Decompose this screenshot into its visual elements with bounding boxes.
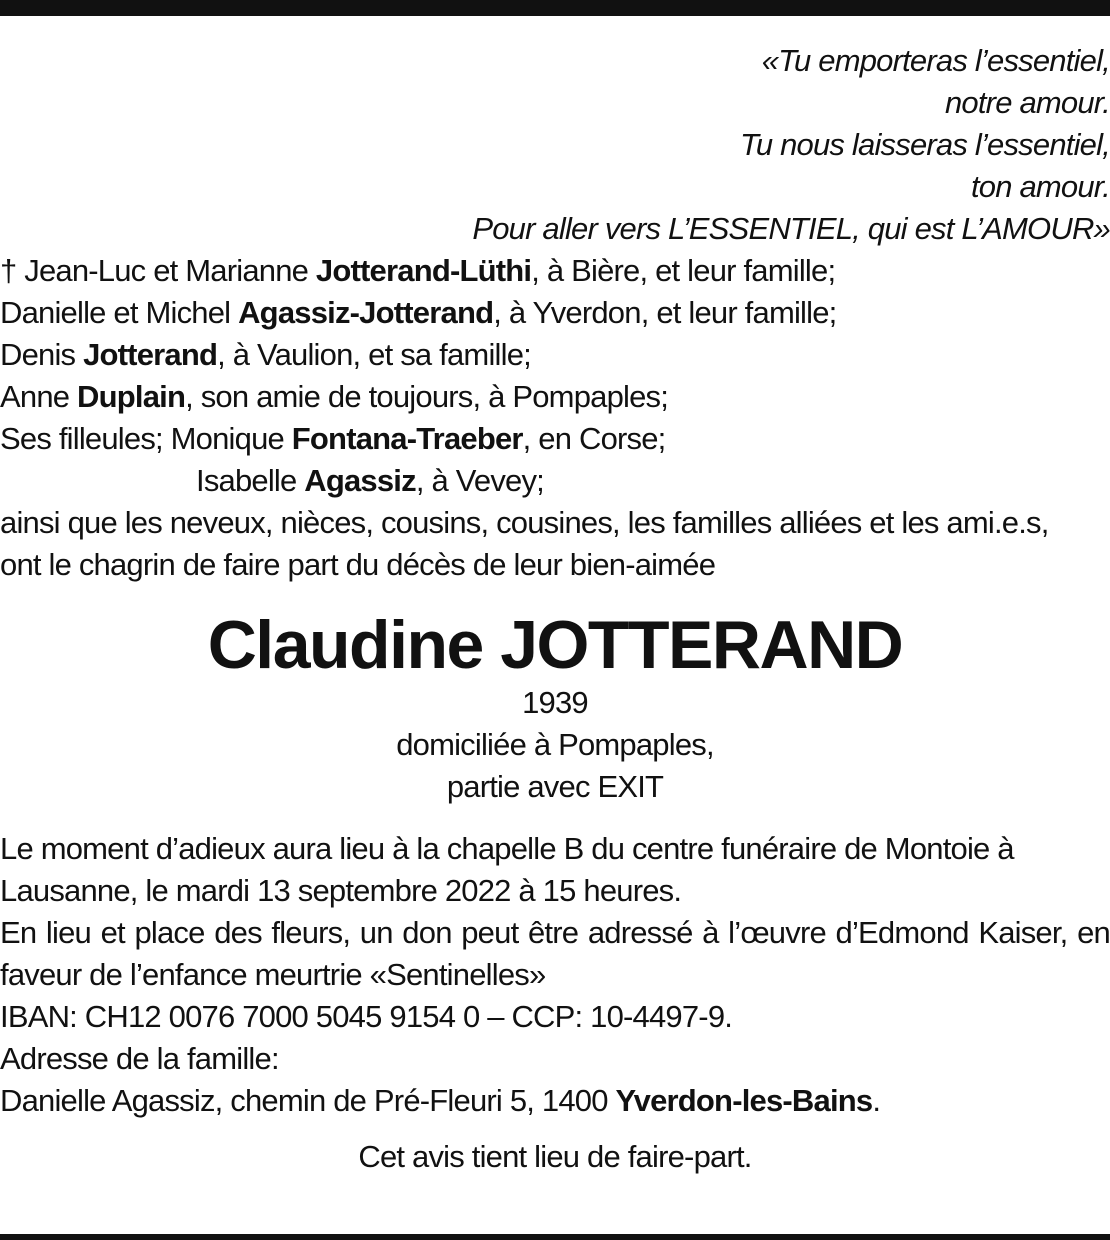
relatives-line: ainsi que les neveux, nièces, cousins, cousines, les familles alliées et les ami.e.s,	[0, 505, 1049, 540]
family-surname: Jotterand-Lüthi	[315, 253, 532, 288]
ceremony-text: Le moment d’adieux aura lieu à la chapelle B du centre funéraire de Montoie à Lausanne, le mardi 13 septembre 2022 à 15 heures.	[0, 831, 1014, 908]
address-text: Danielle Agassiz, chemin de Pré-Fleuri 5, 1400	[0, 1083, 616, 1118]
family-text: , à Yverdon, et leur famille;	[493, 295, 837, 330]
announcement-line: ont le chagrin de faire part du décès de leur bien-aimée	[0, 547, 716, 582]
family-surname: Duplain	[77, 379, 186, 414]
epigraph-line: «Tu emporteras l’essentiel,	[761, 43, 1110, 78]
epigraph-line: Tu nous laisseras l’essentiel,	[740, 127, 1110, 162]
signoff: Cet avis tient lieu de faire-part.	[358, 1139, 752, 1174]
family-text: Danielle et Michel	[0, 295, 239, 330]
family-text: Isabelle	[196, 463, 305, 498]
family-address	[0, 1080, 1110, 1122]
family-line	[0, 460, 1110, 502]
family-text: Ses filleules; Monique	[0, 421, 292, 456]
residence: domiciliée à Pompaples,	[396, 727, 714, 762]
family-surname: Fontana-Traeber	[291, 421, 523, 456]
family-text: † Jean-Luc et Marianne	[0, 253, 316, 288]
family-line	[0, 292, 1110, 334]
family-text: , son amie de toujours, à Pompaples;	[185, 379, 669, 414]
epigraph-line: ton amour.	[970, 169, 1110, 204]
exit-note: partie avec EXIT	[446, 769, 664, 804]
address-city: Yverdon-les-Bains	[615, 1083, 873, 1118]
family-text: , à Vevey;	[415, 463, 544, 498]
details-block	[0, 828, 1110, 1122]
family-text: Denis	[0, 337, 84, 372]
family-text: , en Corse;	[522, 421, 666, 456]
donation-text: En lieu et place des fleurs, un don peut être adressé à l’œuvre d’Edmond Kaiser, en faveur de l’enfance meurtrie «Sentinelles»	[0, 915, 1110, 992]
family-line	[0, 376, 1110, 418]
family-list	[0, 250, 1110, 586]
epigraph-line: Pour aller vers L’ESSENTIEL, qui est L’AMOUR»	[472, 211, 1110, 246]
birth-year: 1939	[522, 685, 588, 720]
deceased-name: Claudine JOTTERAND	[207, 607, 903, 683]
family-line	[0, 334, 1110, 376]
family-surname: Agassiz	[304, 463, 416, 498]
family-text: , à Vaulion, et sa famille;	[217, 337, 531, 372]
address-text: .	[872, 1083, 881, 1118]
epigraph-line: notre amour.	[944, 85, 1110, 120]
top-rule	[0, 0, 1110, 16]
family-text: Anne	[0, 379, 78, 414]
family-surname: Jotterand	[83, 337, 218, 372]
family-line	[0, 418, 1110, 460]
epigraph-quote	[0, 40, 1110, 250]
family-text: , à Bière, et leur famille;	[531, 253, 836, 288]
iban-text: IBAN: CH12 0076 7000 5045 9154 0 – CCP: 10-4497-9.	[0, 999, 733, 1034]
obituary-notice	[0, 40, 1110, 1178]
bottom-rule	[0, 1234, 1110, 1240]
family-line	[0, 250, 1110, 292]
address-label: Adresse de la famille:	[0, 1041, 279, 1076]
family-surname: Agassiz-Jotterand	[238, 295, 494, 330]
